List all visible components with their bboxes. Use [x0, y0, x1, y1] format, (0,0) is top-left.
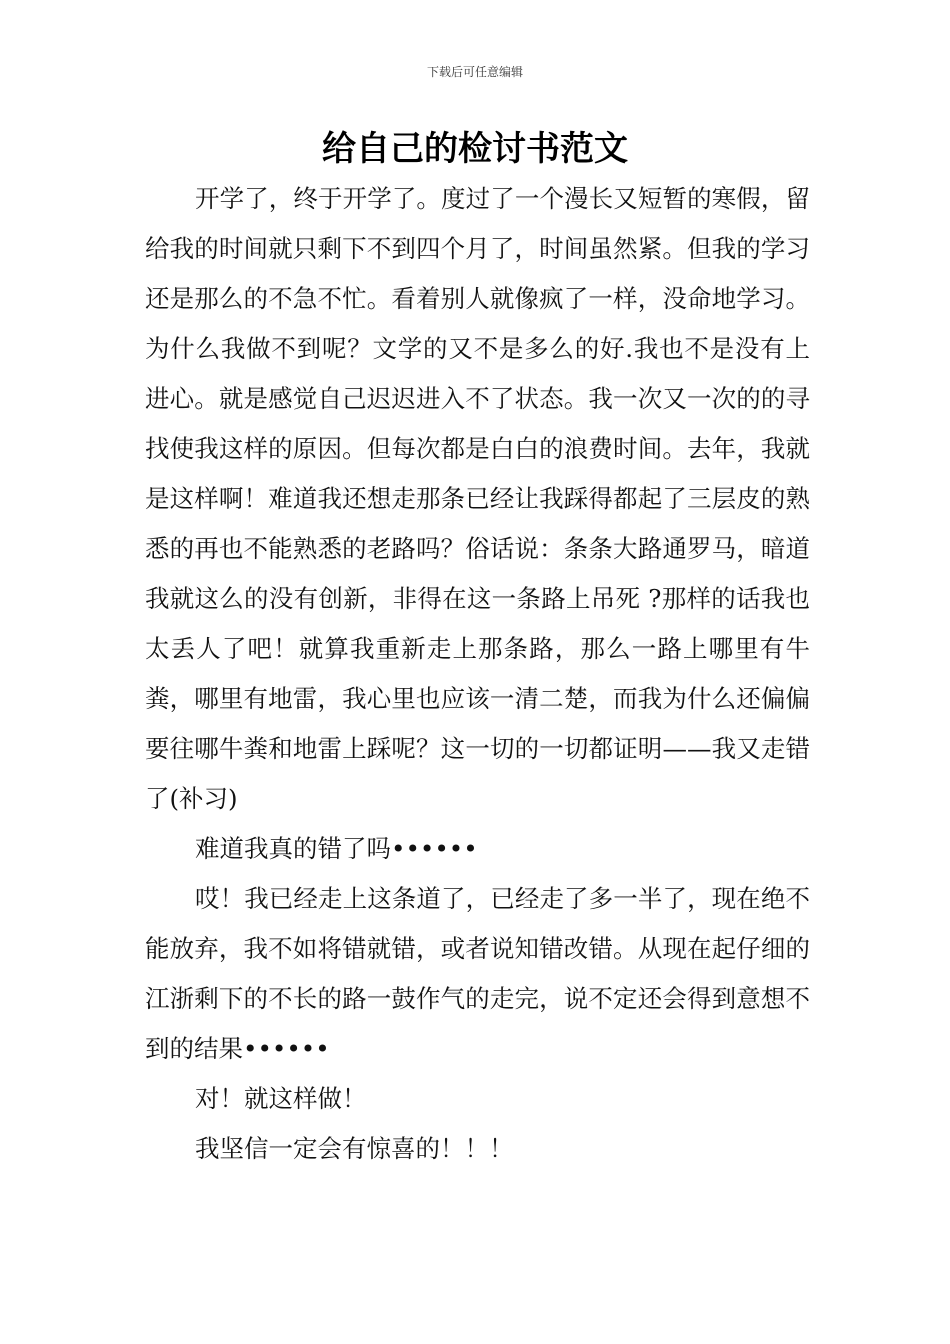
paragraph: 我坚信一定会有惊喜的！！！: [195, 1134, 514, 1163]
paragraph: 难道我真的错了吗••••••: [195, 834, 478, 863]
document-title: 给自己的检讨书范文: [322, 129, 628, 169]
paragraph: 对！就这样做！: [195, 1084, 367, 1113]
paragraph: 哎！我已经走上这条道了，已经走了多一半了，现在绝不能放弃，我不如将错就错，或者说知错改错。从现在起仔细的江浙剩下的不长的路一鼓作气的走完，说不定还会得到意想不到的结果••••••: [145, 884, 810, 1063]
document-body: [145, 174, 810, 1174]
paragraph: 开学了，终于开学了。度过了一个漫长又短暂的寒假，留给我的时间就只剩下不到四个月了，时间虽然紧。但我的学习还是那么的不急不忙。看着别人就像疯了一样，没命地学习。为什么我做不到呢？文学的又不是多么的好.我也不是没有上进心。就是感觉自己迟迟进入不了状态。我一次又一次的的寻找使我这样的原因。但每次都是白白的浪费时间。去年，我就是这样啊！难道我还想走那条已经让我踩得都起了三层皮的熟悉的再也不能熟悉的老路吗？俗话说：条条大路通罗马，暗道我就这么的没有创新，非得在这一条路上吊死 ?那样的话我也太丢人了吧！就算我重新走上那条路，那么一路上哪里有牛粪，哪里有地雷，我心里也应该一清二楚，而我为什么还偏偏要往哪牛粪和地雷上踩呢？这一切的一切都证明——我又走错了(补习): [145, 184, 810, 813]
header-note: 下载后可任意编辑: [426, 65, 523, 79]
